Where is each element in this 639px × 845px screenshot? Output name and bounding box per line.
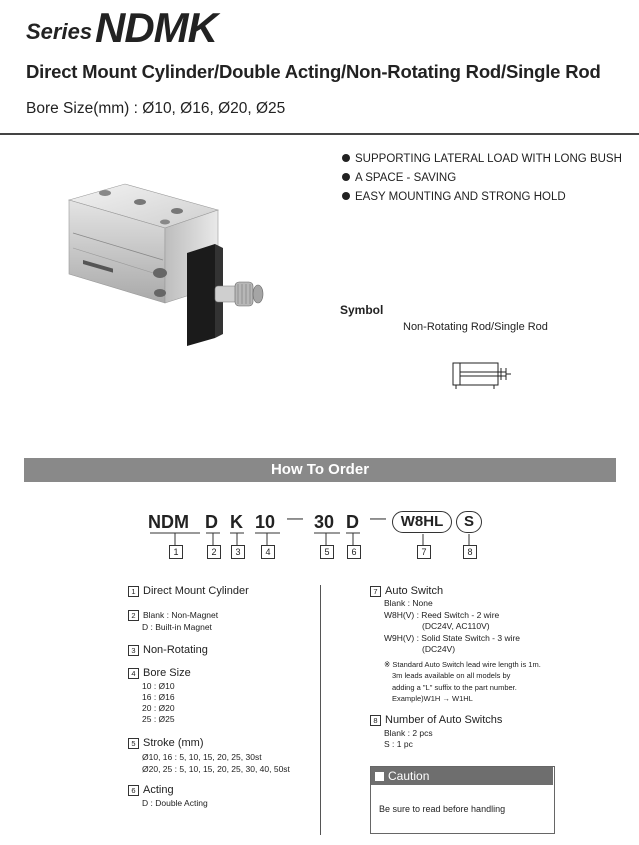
column-divider — [320, 585, 321, 835]
feature-item: SUPPORTING LATERAL LOAD WITH LONG BUSH — [342, 153, 622, 165]
caution-header: Caution — [371, 767, 553, 785]
bullet-icon — [342, 154, 350, 162]
feature-item: EASY MOUNTING AND STRONG HOLD — [342, 191, 566, 203]
model-title: NDMK — [95, 4, 217, 51]
code-magnet: D — [205, 512, 218, 532]
series-label: Series — [26, 19, 93, 44]
section-8: 8 Number of Auto Switchs Blank : 2 pcs S : 1 pc — [370, 714, 502, 750]
section-5: 5 Stroke (mm) Ø10, 16 : 5, 10, 15, 20, 25, 30st Ø20, 25 : 5, 10, 15, 20, 25, 30, 40, 50st — [128, 737, 290, 775]
code-dash: — — [370, 510, 386, 527]
order-box-5: 5 — [320, 545, 334, 559]
code-switch-count: S — [456, 511, 482, 533]
symbol-title: Symbol — [340, 303, 384, 317]
section-1: 1 Direct Mount Cylinder — [128, 585, 249, 597]
code-dash: — — [287, 510, 303, 527]
order-box-4: 4 — [261, 545, 275, 559]
code-stroke: 30 — [314, 512, 335, 532]
caution-text: Be sure to read before handling — [379, 804, 506, 814]
bullet-icon — [342, 173, 350, 181]
bore-size-line: Bore Size(mm) : Ø10, Ø16, Ø20, Ø25 — [26, 100, 286, 117]
order-box-3: 3 — [231, 545, 245, 559]
product-subtitle: Direct Mount Cylinder/Double Acting/Non-Rotating Rod/Single Rod — [26, 61, 601, 82]
bullet-icon — [342, 192, 350, 200]
section-3: 3 Non-Rotating — [128, 644, 208, 656]
code-underlines — [140, 532, 490, 546]
cylinder-symbol-diagram — [448, 355, 518, 395]
code-acting: D — [346, 512, 359, 532]
cylinder-product-image — [55, 178, 275, 348]
section-7: 7 Auto Switch Blank : None W8H(V) : Reed Switch - 2 wire (DC24V, AC110V) W9H(V) : Solid State Switch - 3 wire (DC24V) ※ Standard Auto Switch lead wire length is 1m. 3m leads available on all models by adding a "L" suffix to the part number. Example)W1H → W1HL — [370, 585, 541, 705]
order-box-7: 7 — [417, 545, 431, 559]
square-icon — [375, 772, 384, 781]
code-series: NDM — [148, 512, 189, 532]
how-to-order-header: How To Order — [24, 458, 616, 482]
order-box-1: 1 — [169, 545, 183, 559]
order-box-2: 2 — [207, 545, 221, 559]
section-2: 2 Blank : Non-Magnet D : Built-in Magnet — [128, 609, 218, 632]
feature-item: A SPACE - SAVING — [342, 172, 456, 184]
code-non-rotating: K — [230, 512, 243, 532]
symbol-caption: Non-Rotating Rod/Single Rod — [403, 321, 548, 333]
section-6: 6 Acting D : Double Acting — [128, 784, 208, 808]
header-divider — [0, 133, 639, 135]
section-4: 4 Bore Size 10 : Ø10 16 : Ø16 20 : Ø20 25 : Ø25 — [128, 667, 191, 725]
code-bore: 10 — [255, 512, 276, 532]
order-box-6: 6 — [347, 545, 361, 559]
code-auto-switch: W8HL — [392, 511, 452, 533]
order-box-8: 8 — [463, 545, 477, 559]
